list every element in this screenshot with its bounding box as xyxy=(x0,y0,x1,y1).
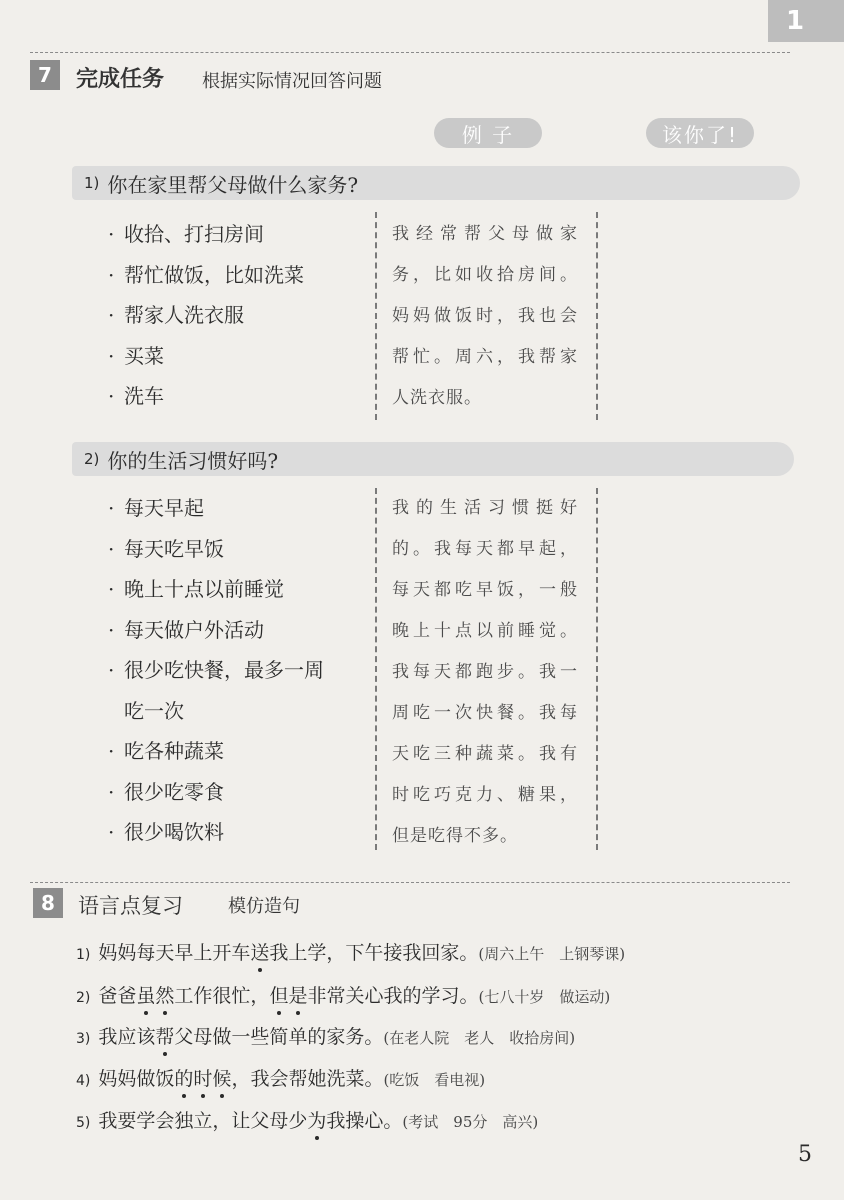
unit-number: 1 xyxy=(786,6,805,36)
pill-your-turn: 该你了! xyxy=(646,118,754,148)
section-divider xyxy=(30,52,790,53)
question-1-bullets xyxy=(108,214,304,417)
question-2-example xyxy=(392,488,578,857)
example-line: 的。我每天都早起， xyxy=(392,539,578,559)
emphasized-char: 候 xyxy=(212,1068,232,1090)
list-item: · 很少吃快餐，最多一周 xyxy=(108,658,324,682)
example-box-left-border xyxy=(375,488,377,850)
sentence-hint: (考试 95分 高兴) xyxy=(402,1113,539,1131)
example-line: 人洗衣服。 xyxy=(392,388,482,408)
list-item: · 吃各种蔬菜 xyxy=(108,739,224,763)
question-1-number: 1) xyxy=(84,174,100,192)
example-box-right-border xyxy=(596,488,598,850)
list-item: · 收拾、打扫房间 xyxy=(108,222,264,246)
page-number: 5 xyxy=(798,1142,812,1167)
example-line: 时吃巧克力、糖果， xyxy=(392,785,578,805)
list-item: · 每天早起 xyxy=(108,496,204,520)
emphasized-char: 是 xyxy=(288,985,308,1007)
section-7-number: 7 xyxy=(30,60,60,90)
sentence-5: 5) 我要学会独立，让父母少为我操心。(考试 95分 高兴) xyxy=(76,1110,539,1132)
example-line: 我经常帮父母做家 xyxy=(392,224,578,244)
sentence-hint: (周六上午 上钢琴课) xyxy=(478,945,626,963)
example-box-right-border xyxy=(596,212,598,420)
section-8-subtitle: 模仿造句 xyxy=(228,896,300,917)
emphasized-char: 时 xyxy=(193,1068,213,1090)
question-1-example xyxy=(392,214,578,419)
example-line: 务，比如收拾房间。 xyxy=(392,265,578,285)
example-line: 晚上十点以前睡觉。 xyxy=(392,621,578,641)
example-line: 但是吃得不多。 xyxy=(392,826,518,846)
emphasized-char: 虽 xyxy=(136,985,156,1007)
question-1-text: 你在家里帮父母做什么家务? xyxy=(107,172,359,197)
list-item: · 很少喝饮料 xyxy=(108,820,224,844)
section-8-title: 语言点复习 xyxy=(78,894,183,918)
list-item: · 晚上十点以前睡觉 xyxy=(108,577,284,601)
emphasized-char: 的 xyxy=(174,1068,194,1090)
example-line: 每天都吃早饭，一般 xyxy=(392,580,578,600)
pill-example: 例 子 xyxy=(434,118,542,148)
list-item: · 买菜 xyxy=(108,343,164,368)
emphasized-char: 但 xyxy=(269,985,289,1007)
emphasized-char: 然 xyxy=(155,985,175,1007)
list-item: · 很少吃零食 xyxy=(108,779,224,804)
example-line: 我每天都跑步。我一 xyxy=(392,662,578,682)
list-item: · 帮忙做饭，比如洗菜 xyxy=(108,262,304,287)
sentence-2: 2) 爸爸虽然工作很忙，但是非常关心我的学习。(七八十岁 做运动) xyxy=(76,985,611,1007)
emphasized-char: 帮 xyxy=(155,1026,175,1048)
example-line: 我的生活习惯挺好 xyxy=(392,498,578,518)
section-divider xyxy=(30,882,790,883)
question-2-bar xyxy=(72,442,794,476)
section-7-subtitle: 根据实际情况回答问题 xyxy=(202,71,382,92)
example-line: 周吃一次快餐。我每 xyxy=(392,703,578,723)
section-8-number: 8 xyxy=(33,888,63,918)
example-line: 帮忙。周六，我帮家 xyxy=(392,347,578,367)
emphasized-char: 为 xyxy=(307,1110,327,1132)
list-item: · 帮家人洗衣服 xyxy=(108,303,244,327)
example-line: 妈妈做饭时，我也会 xyxy=(392,306,578,326)
section-7-title: 完成任务 xyxy=(76,67,165,92)
list-item: · 每天吃早饭 xyxy=(108,536,224,561)
question-2-bullets xyxy=(108,488,324,853)
sentence-hint: (七八十岁 做运动) xyxy=(478,988,611,1006)
question-2-number: 2) xyxy=(84,450,100,468)
list-item-continuation: 吃一次 xyxy=(124,698,184,723)
sentence-hint: (吃饭 看电视) xyxy=(383,1071,486,1089)
emphasized-char: 送 xyxy=(250,942,270,964)
sentence-hint: (在老人院 老人 收拾房间) xyxy=(383,1029,576,1047)
example-box-left-border xyxy=(375,212,377,420)
question-2-text: 你的生活习惯好吗? xyxy=(107,448,279,473)
list-item: · 洗车 xyxy=(108,384,164,408)
list-item: · 每天做户外活动 xyxy=(108,617,264,642)
sentence-1: 1) 妈妈每天早上开车送我上学，下午接我回家。(周六上午 上钢琴课) xyxy=(76,942,626,964)
sentence-3: 3) 我应该帮父母做一些简单的家务。(在老人院 老人 收拾房间) xyxy=(76,1026,576,1048)
question-1-bar xyxy=(72,166,800,200)
sentence-4: 4) 妈妈做饭的时候，我会帮她洗菜。(吃饭 看电视) xyxy=(76,1068,486,1090)
example-line: 天吃三种蔬菜。我有 xyxy=(392,744,578,764)
unit-tab xyxy=(768,0,844,42)
